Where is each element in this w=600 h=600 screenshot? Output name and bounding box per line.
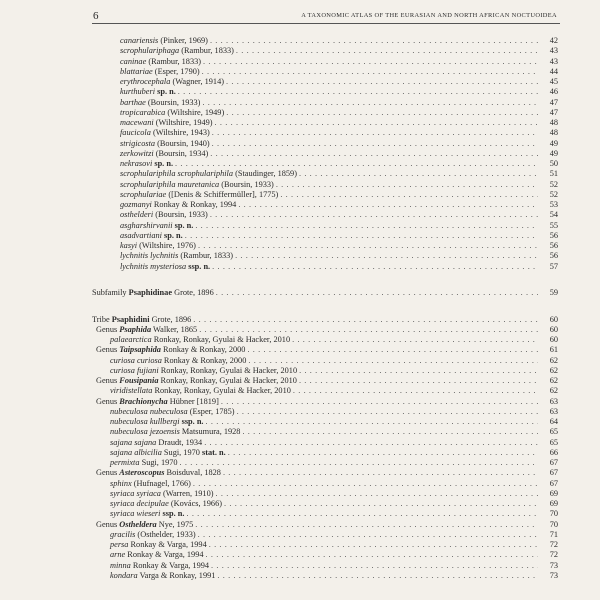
species-name: caninae (120, 56, 147, 66)
tribe-name: Psaphidini (111, 314, 150, 324)
species-author: (Kovács, 1966) (168, 499, 222, 508)
leader-dots (299, 366, 538, 376)
leader-dots (202, 67, 538, 77)
leader-dots (193, 479, 538, 489)
page-ref: 67 (549, 458, 558, 467)
genus-author: Ronkay, Ronkay, Gyulai & Hacker, 2010 (158, 376, 297, 385)
toc-row-species[interactable] (0, 139, 600, 149)
leader-dots (195, 520, 538, 530)
toc-row-genus[interactable] (0, 397, 600, 407)
genus-prefix: Genus (96, 324, 120, 334)
species-name: arne (110, 550, 126, 560)
page-ref: 46 (549, 87, 558, 97)
leader-dots (175, 159, 538, 169)
toc-row-species[interactable] (0, 550, 600, 560)
leader-dots (202, 98, 538, 108)
toc-row-genus[interactable] (0, 376, 600, 386)
species-name: faucicola (120, 128, 151, 138)
species-author: (Osthelder, 1933) (135, 529, 196, 539)
page-ref: 63 (549, 406, 558, 416)
page-ref: 72 (549, 550, 558, 560)
toc-row-species[interactable] (0, 98, 600, 108)
toc-row-species[interactable] (0, 180, 600, 190)
species-name: palaearctica (110, 335, 152, 344)
species-author: (Staudinger, 1859) (233, 169, 297, 179)
page-ref: 48 (549, 118, 558, 127)
species-author: (Boursin, 1934) (153, 148, 209, 158)
toc-row-species[interactable] (0, 231, 600, 241)
species-name: strigicosta (120, 138, 156, 148)
toc-row-tribe[interactable] (0, 315, 600, 325)
species-author: ([Denis & Schiffermüller], 1775) (166, 189, 279, 199)
page-ref: 50 (549, 159, 558, 168)
leader-dots (235, 251, 538, 261)
subfamily-author: Grote, 1896 (172, 288, 214, 297)
species-name: persa (110, 540, 129, 549)
subfamily-prefix: Subfamily (92, 288, 129, 297)
leader-dots (198, 530, 538, 540)
species-author: (Warren, 1910) (160, 488, 214, 498)
species-name: curiosa curiosa (110, 355, 162, 365)
leader-dots (209, 540, 538, 550)
species-name: scrophulariae (120, 189, 167, 199)
genus-name: Brachionycha (119, 396, 168, 406)
genus-author: Hübner [1819] (167, 396, 219, 406)
leader-dots (199, 325, 538, 335)
leader-dots (212, 139, 538, 149)
species-name: osthelderi (120, 210, 154, 220)
page-ref: 42 (549, 36, 558, 45)
genus-author: Boisduval, 1828 (164, 468, 221, 478)
species-author: Sugi, 1970 (139, 458, 178, 467)
genus-prefix: Genus (96, 396, 120, 406)
tribe-prefix: Tribe (92, 314, 112, 324)
species-name: scrophulariphila mauretanica (120, 179, 220, 189)
running-head: A TAXONOMIC ATLAS OF THE EURASIAN AND NORTH AFRICAN NOCTUOIDEA (301, 12, 557, 19)
toc-row-species[interactable] (0, 200, 600, 210)
species-list-a (0, 36, 600, 272)
toc-row-species[interactable] (0, 262, 600, 272)
leader-dots (206, 417, 538, 427)
genus-name: Fousipania (119, 376, 159, 385)
leader-dots (193, 315, 538, 325)
toc-row-genus[interactable] (0, 345, 600, 355)
species-author: Ronkay, Ronkay, Gyulai & Hacker, 2010 (151, 335, 291, 344)
leader-dots (238, 200, 538, 210)
leader-dots (180, 458, 538, 468)
genus-name: Asteroscopus (119, 468, 165, 478)
leader-dots (221, 397, 538, 407)
species-name: viridistellata (110, 386, 153, 396)
nomenclature-status: sp. n. (154, 159, 174, 168)
leader-dots (215, 118, 538, 128)
species-author: (Boursin, 1933) (145, 97, 201, 107)
genus-name: Ostheldera (119, 519, 157, 529)
species-author: (Wagner, 1914) (170, 77, 224, 86)
toc-row-species[interactable] (0, 561, 600, 571)
nomenclature-status: sp. n. (164, 230, 183, 240)
toc-row-species[interactable] (0, 128, 600, 138)
species-name: sajana sajana (110, 437, 157, 447)
leader-dots (206, 550, 539, 560)
species-name: sphinx (110, 478, 132, 488)
toc-row-species[interactable] (0, 67, 600, 77)
leader-dots (280, 190, 538, 200)
leader-dots (224, 499, 538, 509)
leader-dots (216, 288, 538, 298)
leader-dots (178, 87, 538, 97)
species-name: erythrocephala (120, 77, 171, 86)
leader-dots (204, 438, 538, 448)
leader-dots (237, 407, 538, 417)
toc-row-species[interactable] (0, 540, 600, 550)
table-of-contents (0, 36, 600, 581)
page-ref: 65 (549, 437, 558, 447)
genus-prefix: Genus (96, 376, 120, 385)
species-author: (Boursin, 1933) (219, 179, 274, 189)
page-ref: 72 (549, 540, 558, 549)
page-ref: 62 (549, 376, 558, 385)
species-name: scrophulariphaga (120, 46, 180, 56)
page-ref: 63 (549, 396, 558, 406)
page-ref: 55 (549, 220, 558, 230)
species-name: nubeculosa nubeculosa (110, 406, 188, 416)
page-ref: 54 (549, 210, 558, 220)
species-name: sajana albicilia (110, 447, 162, 457)
species-author: (Rambur, 1833) (146, 56, 202, 66)
nomenclature-status: ssp. n. (162, 509, 185, 519)
toc-row-species[interactable] (0, 479, 600, 489)
species-author: Sugi, 1970 (161, 447, 202, 457)
page-ref: 60 (549, 324, 558, 334)
page-ref: 60 (549, 314, 558, 324)
toc-row-species[interactable] (0, 149, 600, 159)
leader-dots (211, 561, 538, 571)
nomenclature-status: ssp. n. (188, 261, 211, 271)
genus-name: Psaphida (119, 324, 152, 334)
page-ref: 70 (549, 509, 558, 519)
species-name: barthae (120, 97, 146, 107)
page-ref: 53 (549, 200, 558, 209)
page-ref: 43 (549, 56, 558, 66)
genus-species-list (0, 325, 600, 581)
species-author: Varga & Ronkay, 1991 (137, 570, 216, 580)
toc-row-species[interactable] (0, 407, 600, 417)
page-ref: 70 (549, 519, 558, 529)
species-name: permixta (110, 458, 140, 467)
toc-row-species[interactable] (0, 118, 600, 128)
page-ref: 62 (549, 386, 558, 396)
species-name: zerkowitzi (120, 148, 154, 158)
page-ref: 67 (549, 478, 558, 488)
genus-prefix: Genus (96, 519, 120, 529)
genus-author: Walker, 1865 (151, 324, 198, 334)
page-ref: 60 (549, 335, 558, 344)
page-ref: 62 (549, 355, 558, 365)
toc-row-species[interactable] (0, 509, 600, 519)
species-author: (Pinker, 1969) (158, 36, 208, 45)
species-author: Ronkay & Ronkay, 1994 (151, 200, 237, 209)
toc-row-species[interactable] (0, 108, 600, 118)
genus-prefix: Genus (96, 345, 120, 355)
genus-name: Taipsaphida (119, 345, 161, 355)
page-ref: 51 (549, 169, 558, 179)
species-name: asadvartiani (120, 230, 162, 240)
toc-row-species[interactable] (0, 571, 600, 581)
leader-dots (242, 427, 538, 437)
species-name: nubeculosa kullbergi (110, 417, 180, 426)
species-name: minna (110, 560, 131, 570)
leader-dots (248, 356, 538, 366)
species-name: blattariae (120, 66, 153, 76)
subfamily-name: Psaphidinae (128, 288, 173, 297)
leader-dots (293, 386, 538, 396)
toc-row-species[interactable] (0, 251, 600, 261)
page-ref: 47 (549, 97, 558, 107)
species-author: (Wiltshire, 1943) (150, 128, 210, 138)
species-name: canariensis (120, 36, 159, 45)
species-author: (Esper, 1790) (152, 66, 200, 76)
page-ref: 69 (549, 499, 558, 508)
species-author: Ronkay & Varga, 1994 (125, 550, 204, 560)
leader-dots (185, 231, 538, 241)
page-ref: 45 (549, 77, 558, 86)
page-ref: 66 (549, 447, 558, 457)
leader-dots (210, 210, 538, 220)
genus-author: Ronkay & Ronkay, 2000 (160, 345, 246, 355)
species-author: Ronkay & Varga, 1994 (130, 560, 210, 570)
species-name: gracilis (110, 529, 136, 539)
leader-dots (292, 335, 538, 345)
leader-dots (210, 149, 538, 159)
species-author: (Wiltshire, 1949) (153, 118, 213, 127)
toc-row-genus[interactable] (0, 520, 600, 530)
toc-row-species[interactable] (0, 159, 600, 169)
page-ref: 65 (549, 427, 558, 437)
leader-dots (186, 509, 538, 519)
page-ref: 59 (549, 288, 558, 297)
toc-row-genus[interactable] (0, 468, 600, 478)
leader-dots (223, 468, 538, 478)
toc-row-genus[interactable] (0, 325, 600, 335)
genus-prefix: Genus (96, 468, 120, 478)
toc-row-species[interactable] (0, 57, 600, 67)
page-ref: 52 (549, 189, 558, 199)
leader-dots (236, 46, 538, 56)
toc-row-subfamily[interactable] (0, 288, 600, 298)
species-author: (Boursin, 1933) (153, 210, 208, 220)
leader-dots (228, 448, 538, 458)
species-name: gozmanyi (120, 200, 152, 209)
page-ref: 56 (549, 241, 558, 250)
species-author: Draudt, 1934 (156, 437, 203, 447)
page-ref: 69 (549, 488, 558, 498)
species-name: asgharshirvanii (120, 220, 173, 230)
species-name: lychnitis mysteriosa (120, 261, 187, 271)
page-ref: 52 (549, 179, 558, 189)
toc-row-species[interactable] (0, 241, 600, 251)
toc-row-species[interactable] (0, 335, 600, 345)
leader-dots (203, 57, 538, 67)
toc-row-species[interactable] (0, 356, 600, 366)
toc-row-species[interactable] (0, 499, 600, 509)
page-ref: 57 (549, 261, 558, 271)
toc-row-species[interactable] (0, 438, 600, 448)
page-ref: 62 (549, 365, 558, 375)
page-number: 6 (93, 10, 99, 22)
species-author: (Hufnagel, 1766) (131, 478, 191, 488)
page-ref: 49 (549, 138, 558, 148)
leader-dots (212, 262, 538, 272)
page-ref: 73 (549, 560, 558, 570)
header-rule (92, 23, 560, 24)
page-ref: 49 (549, 148, 558, 158)
species-name: nubeculosa jezoensis (110, 427, 180, 437)
toc-row-species[interactable] (0, 458, 600, 468)
species-name: syriaca syriaca (110, 488, 161, 498)
toc-row-species[interactable] (0, 366, 600, 376)
toc-row-species[interactable] (0, 221, 600, 231)
species-name: lychnitis lychnitis (120, 251, 179, 261)
page-ref: 73 (549, 570, 558, 580)
species-author: Ronkay & Varga, 1994 (128, 540, 207, 549)
page-ref: 47 (549, 107, 558, 117)
page-ref: 56 (549, 251, 558, 261)
page-ref: 67 (549, 468, 558, 478)
leader-dots (217, 571, 538, 581)
toc-row-species[interactable] (0, 489, 600, 499)
page-ref: 61 (549, 345, 558, 355)
species-author: Matsumura, 1928 (179, 427, 241, 437)
tribe-author: Grote, 1896 (149, 314, 192, 324)
page-ref: 56 (549, 230, 558, 240)
page-ref: 64 (549, 417, 558, 426)
species-name: syriaca decipulae (110, 499, 169, 508)
species-author: Ronkay, Ronkay, Gyulai & Hacker, 2010 (158, 365, 298, 375)
toc-row-species[interactable] (0, 448, 600, 458)
species-name: kurthuberi (120, 87, 156, 97)
toc-row-species[interactable] (0, 46, 600, 56)
toc-row-species[interactable] (0, 427, 600, 437)
toc-row-species[interactable] (0, 417, 600, 427)
toc-row-species[interactable] (0, 36, 600, 46)
species-author: (Rambur, 1833) (178, 251, 234, 261)
nomenclature-status: stat. n. (201, 447, 226, 457)
species-name: tropicarabica (120, 107, 166, 117)
species-name: nekrasovi (120, 159, 153, 168)
leader-dots (299, 376, 538, 386)
species-author: (Rambur, 1833) (179, 46, 234, 56)
page-ref: 43 (549, 46, 558, 56)
nomenclature-status: sp. n. (157, 87, 176, 97)
species-name: scrophulariphila scrophulariphila (120, 169, 234, 179)
species-author: (Esper, 1785) (187, 406, 235, 416)
toc-row-species[interactable] (0, 386, 600, 396)
page-ref: 44 (549, 66, 558, 76)
species-name: macewani (120, 118, 154, 127)
toc-row-species[interactable] (0, 530, 600, 540)
leader-dots (210, 36, 538, 46)
toc-row-species[interactable] (0, 210, 600, 220)
leader-dots (226, 77, 538, 87)
species-name: kondara (110, 570, 138, 580)
page-ref: 48 (549, 128, 558, 138)
genus-author: Nye, 1975 (156, 519, 194, 529)
species-name: syriaca wieseri (110, 509, 161, 519)
leader-dots (276, 180, 538, 190)
leader-dots (212, 128, 538, 138)
leader-dots (247, 345, 538, 355)
species-author: (Wiltshire, 1976) (137, 241, 196, 250)
toc-row-species[interactable] (0, 190, 600, 200)
species-author: Ronkay, Ronkay, Gyulai & Hacker, 2010 (152, 386, 291, 396)
leader-dots (216, 489, 539, 499)
species-author: (Wiltshire, 1949) (165, 107, 225, 117)
leader-dots (198, 241, 538, 251)
nomenclature-status: ssp. n. (181, 417, 204, 426)
leader-dots (226, 108, 538, 118)
toc-row-species[interactable] (0, 87, 600, 97)
nomenclature-status: sp. n. (174, 220, 194, 230)
leader-dots (299, 169, 538, 179)
species-name: curiosa fujiani (110, 365, 159, 375)
page-ref: 71 (549, 529, 558, 539)
toc-row-species[interactable] (0, 169, 600, 179)
species-name: kasyi (120, 241, 138, 250)
species-author: Ronkay & Ronkay, 2000 (161, 355, 247, 365)
toc-row-species[interactable] (0, 77, 600, 87)
leader-dots (195, 221, 538, 231)
species-author: (Boursin, 1940) (155, 138, 210, 148)
